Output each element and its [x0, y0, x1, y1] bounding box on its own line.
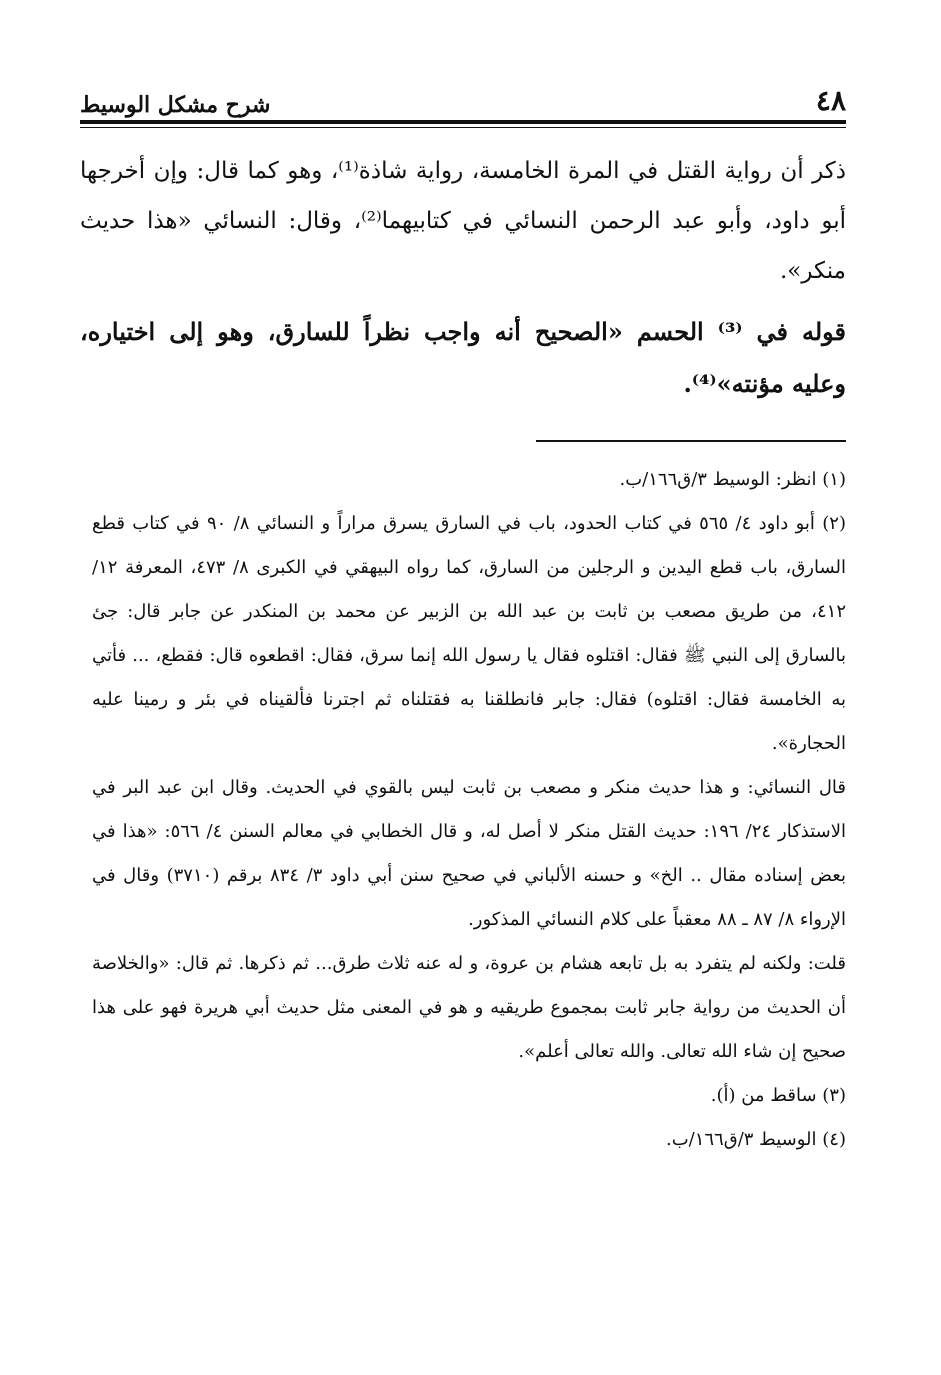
- footnote-2: (٢) أبو داود ٤/ ٥٦٥ في كتاب الحدود، باب في السارق يسرق مراراً و النسائي ٨/ ٩٠ في كتاب قطع السارق، باب قطع اليدين و الرجلين من السارق، كما رواه البيهقي في الكبرى ٨/ ٤٧٣، المعرفة ١٢/ ٤١٢، من طريق مصعب بن ثابت بن عبد الله بن الزبير عن محمد بن المنكدر عن جابر قال: جئ بالسارق إلى النبي ﷺ فقال: اقتلوه فقال يا رسول الله إنما سرق، فقال: اقطعوه قال: فقطع، ... فأتي به الخامسة فقال: اقتلوه) فقال: جابر فانطلقنا به فقتلناه ثم اجترنا فألقيناه في بئر و رمينا عليه الحجارة».: [92, 513, 847, 754]
- main-paragraph-1: ذكر أن رواية القتل في المرة الخامسة، رواية شاذة⁽¹⁾، وهو كما قال: وإن أخرجها أبو داود، وأبو عبد الرحمن النسائي في كتابيهما⁽²⁾، وقال: النسائي «هذا حديث منكر».: [80, 158, 846, 284]
- page-number: ٤٨: [815, 84, 846, 117]
- footnote-3: (٣) ساقط من (أ).: [710, 1085, 846, 1106]
- footnote-2-continuation-1: قال النسائي: و هذا حديث منكر و مصعب بن ثابت ليس بالقوي في الحديث. وقال ابن عبد البر في الاستذكار ٢٤/ ١٩٦: حديث القتل منكر لا أصل له، و قال الخطابي في معالم السنن ٤/ ٥٦٦: «هذا في بعض إسناده مقال .. الخ» و حسنه الألباني في صحيح سنن أبي داود ٣/ ٨٣٤ برقم (٣٧١٠) وقال في الإرواء ٨/ ٨٧ ـ ٨٨ معقباً على كلام النسائي المذكور.: [92, 777, 846, 930]
- footnote-separator: [536, 440, 846, 442]
- running-title: شرح مشكل الوسيط: [80, 92, 271, 118]
- header-rule-thick: [80, 120, 846, 124]
- footnote-1: (١) انظر: الوسيط ٣/ق١٦٦/ب.: [619, 469, 846, 490]
- header-rule-thin: [80, 127, 846, 128]
- main-paragraph-2: قوله في ⁽³⁾ الحسم «الصحيح أنه واجب نظراً للسارق، وهو إلى اختياره، وعليه مؤنته»⁽⁴⁾.: [80, 317, 847, 398]
- footnotes: [92, 458, 846, 1162]
- footnote-2-continuation-2: قلت: ولكنه لم يتفرد به بل تابعه هشام بن عروة، و له عنه ثلاث طرق... ثم ذكرها. ثم قال: «والخلاصة أن الحديث من رواية جابر ثابت بمجموع طريقيه و هو في المعنى مثل حديث أبي هريرة فهو على هذا صحيح إن شاء الله تعالى. والله تعالى أعلم».: [92, 953, 846, 1062]
- footnote-4: (٤) الوسيط ٣/ق١٦٦/ب.: [665, 1129, 846, 1150]
- main-text: [80, 146, 846, 410]
